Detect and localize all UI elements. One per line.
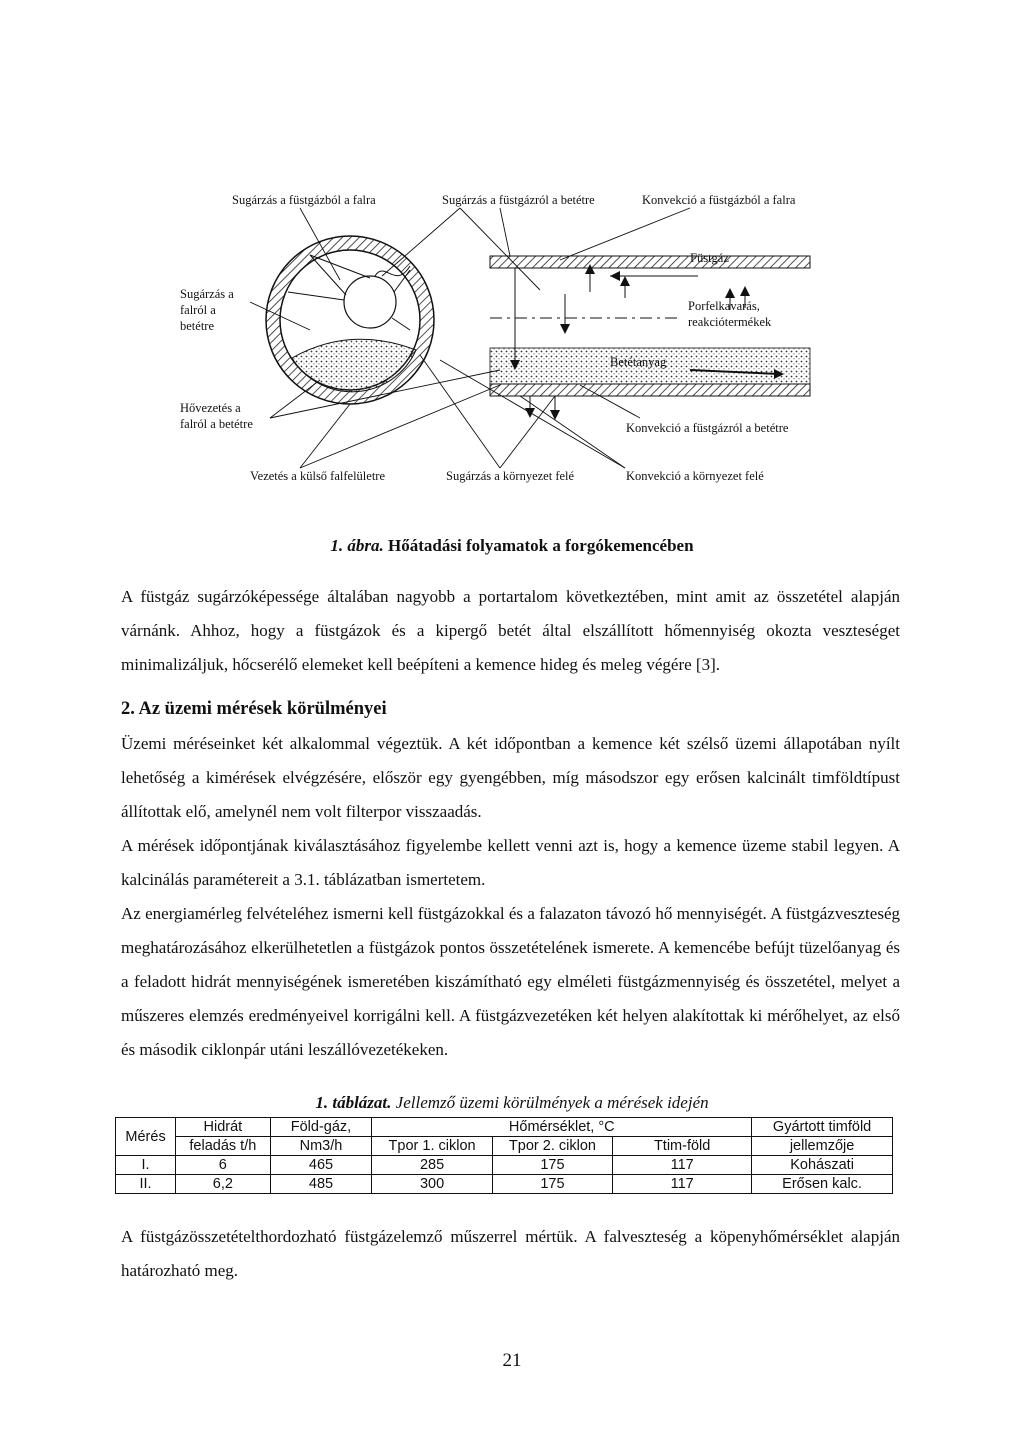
- label-left-1b: falról a: [180, 303, 216, 317]
- label-left-2b: falról a betétre: [180, 417, 253, 431]
- paragraph-3: A mérések időpontjának kiválasztásához figyelembe kellett venni azt is, hogy a kemence üzeme stabil legyen. A kalcinálás paramétereit a 3.1. táblázatban ismertetem.: [121, 836, 900, 889]
- label-porfel-b: reakciótermékek: [688, 315, 772, 329]
- cell-ttim: 117: [613, 1156, 752, 1175]
- page-number: 21: [502, 1350, 522, 1371]
- label-right-mid: Konvekció a füstgázról a betétre: [626, 421, 789, 435]
- th-gyart-1: Gyártott timföld: [752, 1118, 893, 1137]
- paragraph-2: Üzemi méréseinket két alkalommal végeztük. A két időpontban a kemence két szélső üzemi állapotában nyílt lehetőség a kimérések elvégzésére, először egy gyengébben, míg másodszor egy erősen kalcinált timföldtípust állítottak elő, amelynél nem volt filterpor visszaadás.: [121, 734, 900, 821]
- table-header-row-1: [116, 1118, 893, 1137]
- label-betetanyag: Betétanyag: [610, 355, 667, 369]
- th-ttim: Ttim-föld: [613, 1137, 752, 1156]
- figure-caption: [0, 536, 1024, 556]
- measurement-table: [115, 1117, 893, 1194]
- figure-caption-number: 1. ábra.: [330, 536, 384, 555]
- section-heading: 2. Az üzemi mérések körülményei: [121, 699, 387, 719]
- th-tpor1: Tpor 1. ciklon: [372, 1137, 492, 1156]
- label-porfel-a: Porfelkavarás,: [688, 299, 760, 313]
- cell-tpor2: 175: [492, 1156, 612, 1175]
- cell-foldgaz: 465: [270, 1156, 372, 1175]
- paragraph-4: Az energiamérleg felvételéhez ismerni kell füstgázokkal és a falazaton távozó hő mennyiségét. A füstgázveszteség meghatározásához elkerülhetetlen a füstgázok pontos összetételének ismerete. A kemencébe befújt tüzelőanyag és a feladott hidrát mennyiségének ismeretében kiszámítható egy elméleti füstgázmennyiség és összetétel, melyet a műszeres elemzés eredményeivel korrigálni kell. A füstgázvezetéken két helyen alakítottak ki mérőhelyet, az első és második ciklonpár utáni leszállóvezetékeken.: [121, 904, 900, 1059]
- label-top-mid: Sugárzás a füstgázról a betétre: [442, 193, 595, 207]
- table-row: [116, 1156, 893, 1175]
- label-bottom-3: Konvekció a környezet felé: [626, 469, 764, 483]
- table-row: [116, 1175, 893, 1194]
- heat-transfer-figure: [170, 180, 870, 510]
- cell-meres: II.: [116, 1175, 176, 1194]
- label-left-2a: Hővezetés a: [180, 401, 241, 415]
- kiln-longitudinal-section: [490, 251, 810, 420]
- label-bottom-1: Vezetés a külső falfelületre: [250, 469, 386, 483]
- cell-jellemzo: Erősen kalc.: [752, 1175, 893, 1194]
- th-hidrat-2: feladás t/h: [176, 1137, 270, 1156]
- table-caption-text: Jellemző üzemi körülmények a mérések idején: [395, 1093, 709, 1112]
- label-top-right: Konvekció a füstgázból a falra: [642, 193, 796, 207]
- label-top-left: Sugárzás a füstgázból a falra: [232, 193, 376, 207]
- rotary-kiln-diagram: [170, 180, 870, 510]
- cell-tpor1: 300: [372, 1175, 492, 1194]
- th-tpor2: Tpor 2. ciklon: [492, 1137, 612, 1156]
- table-caption-number: 1. táblázat.: [315, 1093, 392, 1112]
- cell-hidrat: 6,2: [176, 1175, 270, 1194]
- th-hidrat-1: Hidrát: [176, 1118, 270, 1137]
- cell-tpor2: 175: [492, 1175, 612, 1194]
- label-left-1a: Sugárzás a: [180, 287, 234, 301]
- th-fold-1: Föld-gáz,: [270, 1118, 372, 1137]
- table-caption: [0, 1093, 1024, 1113]
- th-homerseklet: Hőmérséklet, °C: [372, 1118, 752, 1137]
- label-left-1c: betétre: [180, 319, 215, 333]
- th-gyart-2: jellemzője: [752, 1137, 893, 1156]
- th-meres: Mérés: [116, 1118, 176, 1156]
- label-fustgaz: Füstgáz: [690, 251, 729, 265]
- cell-tpor1: 285: [372, 1156, 492, 1175]
- label-bottom-2: Sugárzás a környezet felé: [446, 469, 575, 483]
- kiln-cross-section: [266, 236, 434, 404]
- paragraph-1: A füstgáz sugárzóképessége általában nagyobb a portartalom következtében, mint amit az összetétel alapján várnánk. Ahhoz, hogy a füstgázok és a kipergő betét által elszállított hőmennyiség okozta veszteséget minimalizáljuk, hőcserélő elemeket kell beépíteni a kemence hideg és meleg végére [3].: [121, 587, 900, 674]
- figure-caption-text: Hőátadási folyamatok a forgókemencében: [388, 536, 694, 555]
- cell-meres: I.: [116, 1156, 176, 1175]
- cell-jellemzo: Kohászati: [752, 1156, 893, 1175]
- paragraph-5: A füstgázösszetételthordozható füstgázelemző műszerrel mértük. A falveszteség a köpenyhőmérséklet alapján határozható meg.: [121, 1227, 900, 1280]
- cell-ttim: 117: [613, 1175, 752, 1194]
- th-fold-2: Nm3/h: [270, 1137, 372, 1156]
- cell-hidrat: 6: [176, 1156, 270, 1175]
- cell-foldgaz: 485: [270, 1175, 372, 1194]
- table-header-row-2: [116, 1137, 893, 1156]
